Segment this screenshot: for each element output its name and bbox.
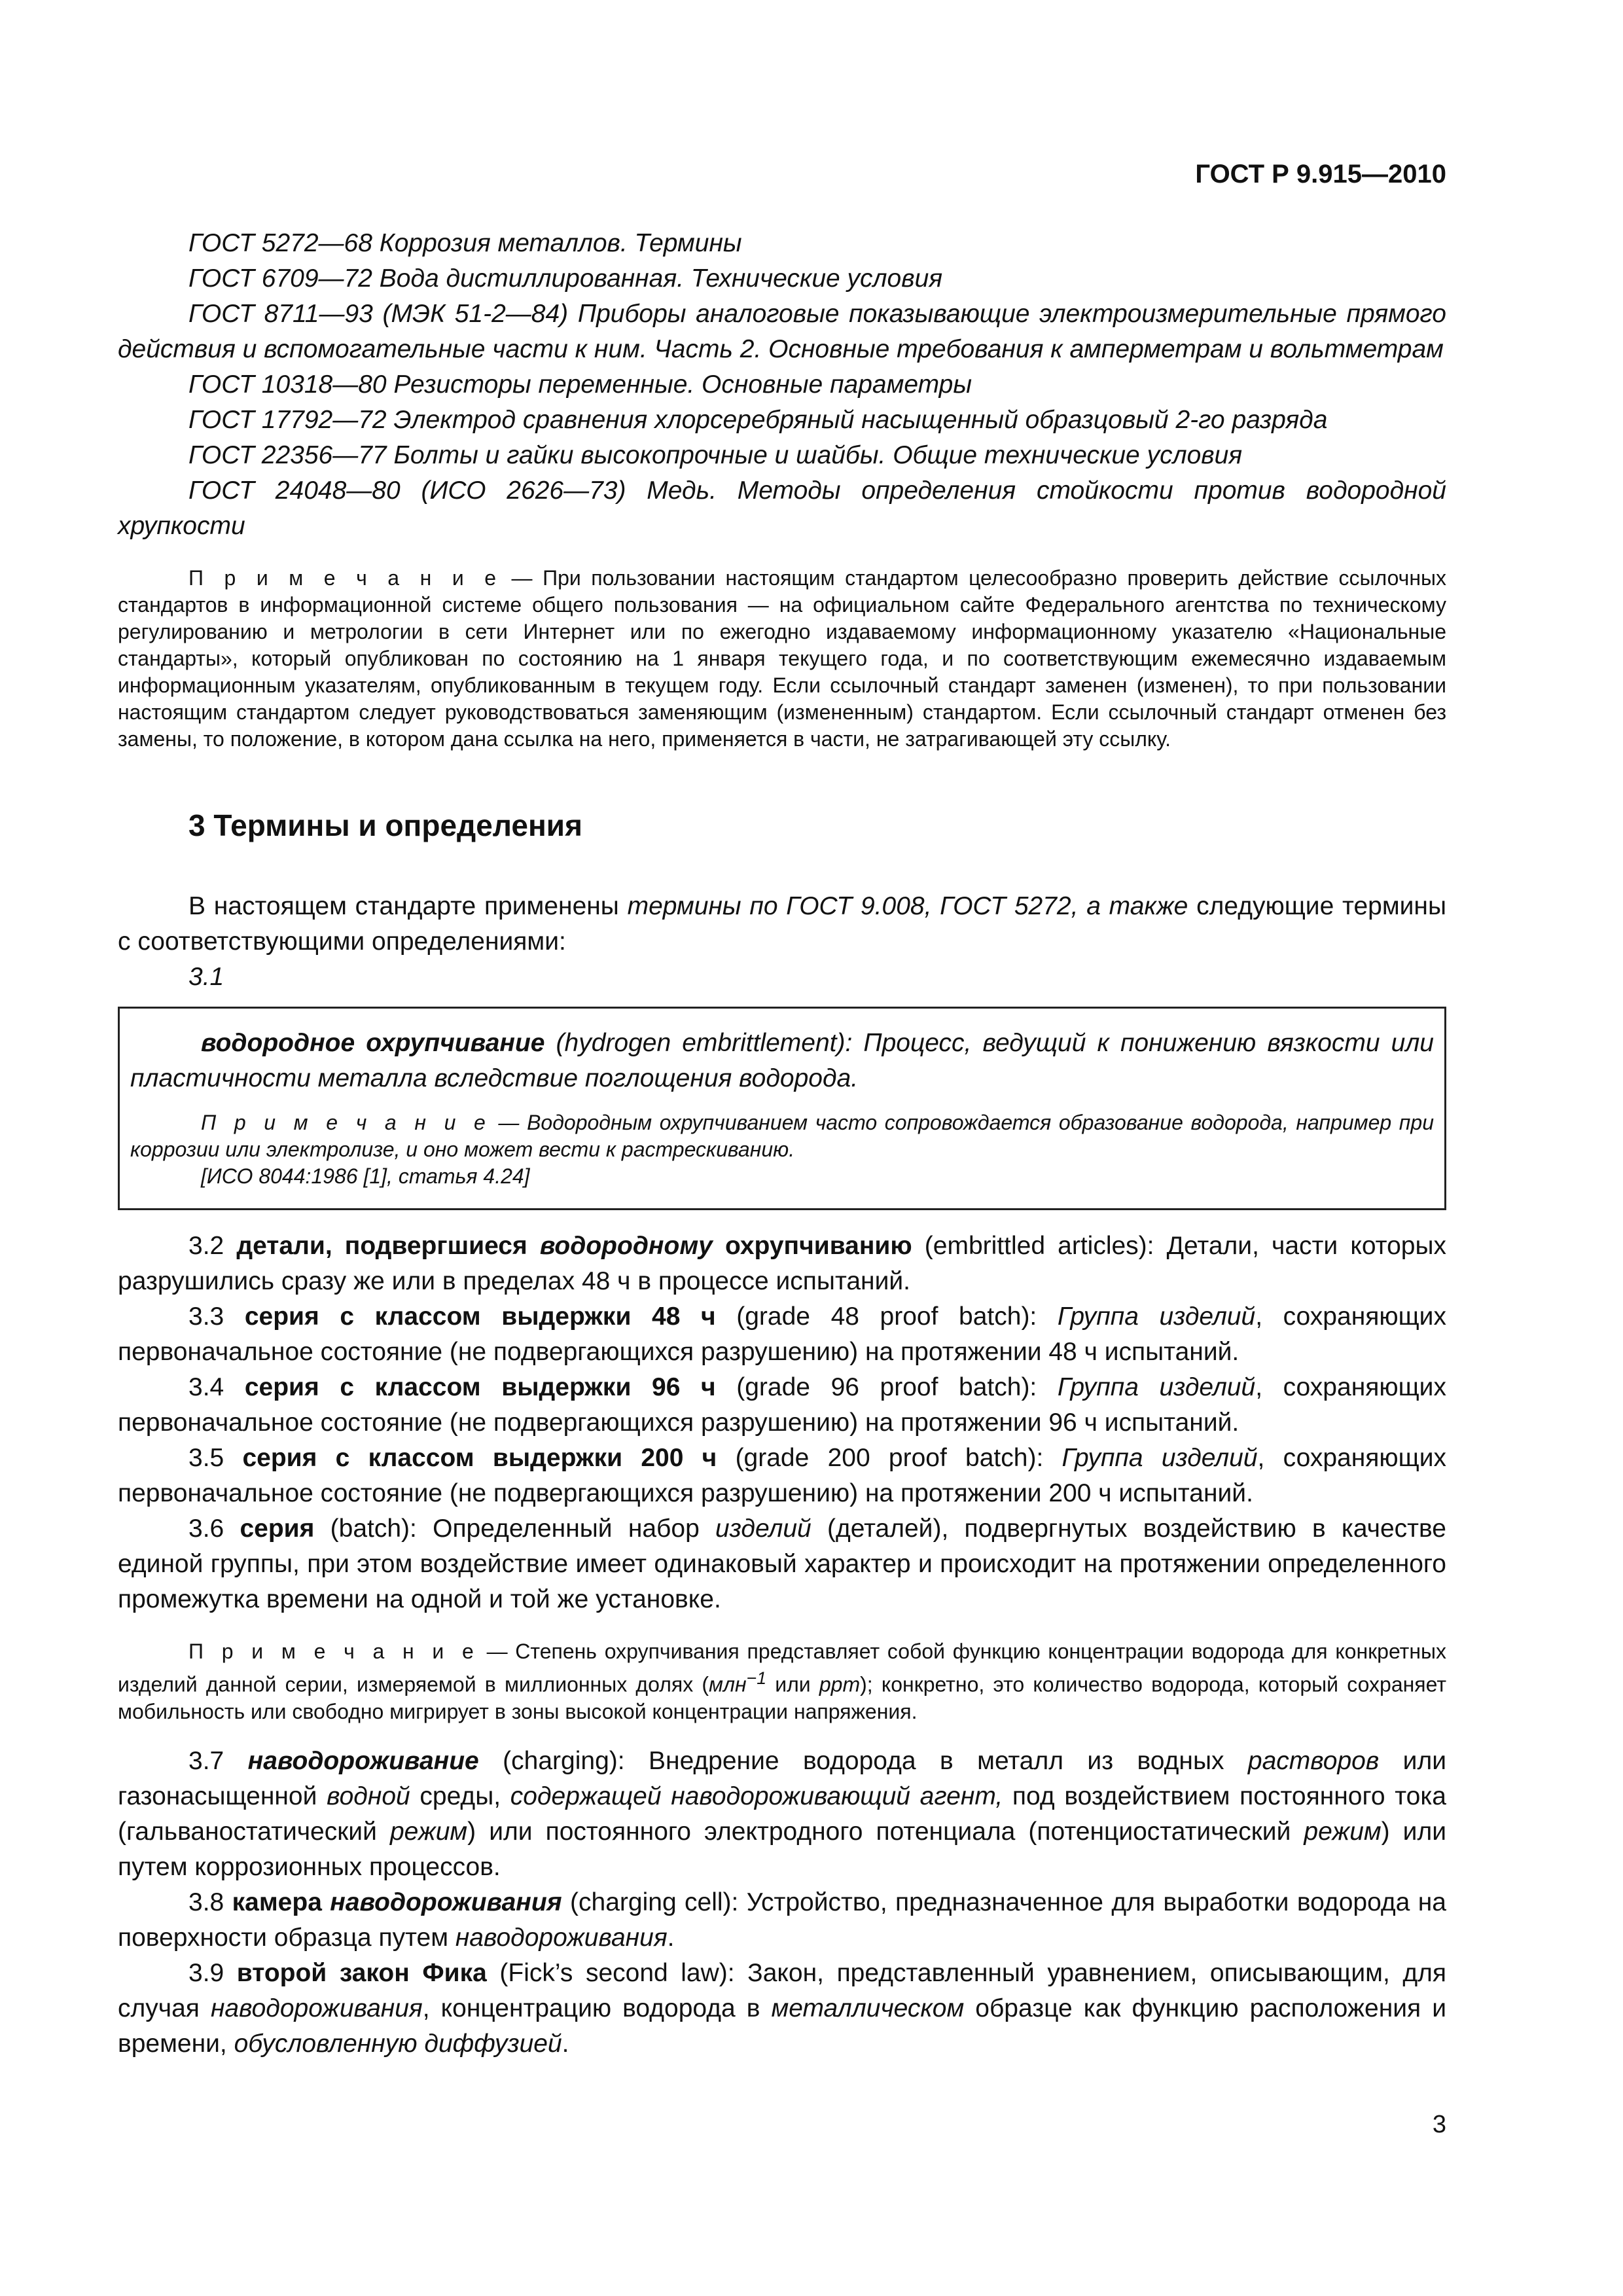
term-text-italic: Группа изделий <box>1057 1302 1256 1331</box>
note-references <box>118 565 1446 753</box>
term-text-italic: Группа изделий <box>1057 1373 1256 1401</box>
ref-gost-22356: ГОСТ 22356—77 Болты и гайки высокопрочные и шайбы. Общие технические условия <box>188 441 1243 469</box>
term-name: серия <box>240 1515 315 1543</box>
note-embrittlement <box>118 1638 1446 1725</box>
term-number: 3.8 <box>188 1888 232 1916</box>
term-number: 3.7 <box>188 1746 248 1775</box>
term-3-1-definition <box>130 1026 1434 1096</box>
term-name-italic: наводороживания <box>330 1888 562 1916</box>
term-text: (grade 200 proof batch): <box>717 1444 1062 1472</box>
page-content <box>118 226 1446 2062</box>
term-3-2 <box>118 1229 1446 1299</box>
page-number: 3 <box>1432 2111 1446 2138</box>
term-3-7 <box>118 1744 1446 1885</box>
ref-gost-17792: ГОСТ 17792—72 Электрод сравнения хлорсеребряный насыщенный образцовый 2-го разряда <box>188 406 1328 434</box>
term-text-end: , сохраняющих первоначальное состояние (не подвергающихся разрушению) на протяжении 96 ч испытаний. <box>118 1373 1446 1437</box>
ref-gost-8711: ГОСТ 8711—93 (МЭК 51-2—84) Приборы аналоговые показывающие электроизмерительные прямого действия и вспомогательные части к ним. Часть 2. Основные требования к амперметрам и вольтметрам <box>118 300 1446 363</box>
intro-text: В настоящем стандарте применены <box>188 892 628 920</box>
term-text-italic: изделий <box>715 1515 812 1543</box>
term-text-5: ) или постоянного электродного потенциала (потенциостатический <box>467 1817 1304 1846</box>
note-label: П р и м е ч а н и е <box>201 1111 491 1134</box>
term-number: 3.3 <box>188 1302 245 1331</box>
term-3-6 <box>118 1511 1446 1617</box>
ref-gost-24048: ГОСТ 24048—80 (ИСО 2626—73) Медь. Методы определения стойкости против водородной хрупкости <box>118 476 1446 540</box>
term-name: камера <box>232 1888 330 1916</box>
note-text: — Степень охрупчивания представляет собой функцию концентрации водорода для конкретных изделий данной серии, измеряемой в миллионных долях ( <box>118 1640 1447 1696</box>
term-text-4: под воздействием постоянного тока (гальваностатический <box>118 1782 1446 1846</box>
term-text-end: . <box>562 2029 569 2058</box>
term-italic-4: режим <box>389 1817 468 1846</box>
term-name: второй закон Фика <box>236 1958 487 1987</box>
term-name-italic: водородному <box>539 1232 713 1260</box>
term-text-6: ) или путем коррозионных процессов. <box>118 1817 1447 1881</box>
term-3-1-note <box>130 1109 1434 1163</box>
term-number: 3.5 <box>188 1444 243 1472</box>
term-text: (Fick’s second law): Закон, представленный уравнением, описывающим, для случая <box>118 1958 1447 2022</box>
term-3-3 <box>118 1299 1446 1370</box>
term-text-end: . <box>667 1923 675 1952</box>
ref-gost-5272: ГОСТ 5272—68 Коррозия металлов. Термины <box>188 229 742 257</box>
term-text-end: , сохраняющих первоначальное состояние (не подвергающихся разрушению) на протяжении 48 ч испытаний. <box>118 1302 1446 1366</box>
unit-mln: млн <box>709 1672 747 1696</box>
ref-gost-10318: ГОСТ 10318—80 Резисторы переменные. Основные параметры <box>188 370 972 399</box>
unit-ppm: ppm <box>819 1672 861 1696</box>
note-text: — При пользовании настоящим стандартом целесообразно проверить действие ссылочных стандартов в информационной системе общего пользования — на официальном сайте Федерального агентства по техническому регулированию и метрологии в сети Интернет или по ежегодно издаваемому информационному указателю «Национальные стандарты», который опубликован по состоянию на 1 января текущего года, и по соответствующим ежемесячно издаваемым информационным указателям, опубликованным в текущем году. Если ссылочный стандарт заменен (изменен), то при пользовании настоящим стандартом следует руководствоваться заменяющим (измененным) стандартом. Если ссылочный стандарт отменен без замены, то положение, в котором дана ссылка на него, применяется в части, не затрагивающей эту ссылку. <box>118 566 1447 751</box>
term-italic-1: наводороживания <box>210 1994 423 2022</box>
term-3-1-name: водородное охрупчивание <box>201 1029 545 1057</box>
term-number: 3.6 <box>188 1515 240 1543</box>
note-text: — Водородным охрупчиванием часто сопровождается образование водорода, например при коррозии или электролизе, и оно может вести к растрескиванию. <box>130 1111 1435 1161</box>
document-header: ГОСТ Р 9.915—2010 <box>1195 160 1446 188</box>
note-text-or: или <box>766 1672 819 1696</box>
term-3-1-text: (hydrogen embrittlement): Процесс, ведущий к понижению вязкости или пластичности металла вследствие поглощения водорода. <box>130 1029 1435 1092</box>
term-text: (batch): Определенный набор <box>314 1515 716 1543</box>
term-name: серия с классом выдержки 48 ч <box>244 1302 716 1331</box>
intro-text-end: следующие термины с соответствующими определениями: <box>118 892 1446 956</box>
term-text-3: образце как функцию расположения и времени, <box>118 1994 1446 2058</box>
term-3-1-source: [ИСО 8044:1986 [1], статья 4.24] <box>201 1164 530 1188</box>
term-italic-1: растворов <box>1247 1746 1380 1775</box>
intro-italic: термины по ГОСТ 9.008, ГОСТ 5272, а также <box>627 892 1188 920</box>
term-text-2: , концентрацию водорода в <box>422 1994 772 2022</box>
term-italic-2: водной <box>327 1782 410 1810</box>
term-name: детали, подвергшиеся <box>236 1232 540 1260</box>
term-text: (grade 96 proof batch): <box>715 1373 1058 1401</box>
note-label: П р и м е ч а н и е <box>188 1640 479 1663</box>
term-italic-3: содержащей наводороживающий агент, <box>510 1782 1003 1810</box>
term-text: (charging): Внедрение водорода в металл из водных <box>478 1746 1248 1775</box>
term-text-3: среды, <box>410 1782 510 1810</box>
term-text: (charging cell): Устройство, предназначенное для выработки водорода на поверхности образца путем <box>118 1888 1446 1952</box>
term-number: 3.2 <box>188 1232 237 1260</box>
term-text-2: или газонасыщенной <box>118 1746 1446 1810</box>
term-name: серия с классом выдержки 96 ч <box>244 1373 716 1401</box>
unit-superscript: −1 <box>746 1668 767 1688</box>
term-3-9 <box>118 1956 1446 2062</box>
term-name-end: охрупчиванию <box>712 1232 912 1260</box>
ref-gost-6709: ГОСТ 6709—72 Вода дистиллированная. Технические условия <box>188 264 943 293</box>
term-italic-3: обусловленную диффузией <box>234 2029 562 2058</box>
term-text-italic: Группа изделий <box>1061 1444 1258 1472</box>
term-number: 3.4 <box>188 1373 245 1401</box>
term-box-3-1 <box>118 1007 1446 1210</box>
term-number: 3.9 <box>188 1958 237 1987</box>
note-label: П р и м е ч а н и е <box>188 566 502 590</box>
term-italic-1: наводороживания <box>455 1923 668 1952</box>
term-name: серия с классом выдержки 200 ч <box>242 1444 717 1472</box>
section-intro <box>118 889 1446 960</box>
term-text-end: , сохраняющих первоначальное состояние (не подвергающихся разрушению) на протяжении 200 ч испытаний. <box>118 1444 1446 1507</box>
term-italic-2: металлическом <box>771 1994 965 2022</box>
term-3-4 <box>118 1370 1446 1441</box>
note-text-end: ); конкретно, это количество водорода, который сохраняет мобильность или свободно мигрирует в зоны высокой концентрации напряжения. <box>118 1672 1446 1723</box>
term-text: (grade 48 proof batch): <box>715 1302 1058 1331</box>
term-number-3-1: 3.1 <box>188 963 224 991</box>
term-text-end: (деталей), подвергнутых воздействию в качестве единой группы, при этом воздействие имеет одинаковый характер и происходит на протяжении определенного промежутка времени на одной и той же установке. <box>118 1515 1447 1613</box>
term-text: (embrittled articles): Детали, части которых разрушились сразу же или в пределах 48 ч в процессе испытаний. <box>118 1232 1446 1295</box>
term-italic-5: режим <box>1304 1817 1382 1846</box>
term-3-8 <box>118 1885 1446 1956</box>
term-name: наводороживание <box>247 1746 479 1775</box>
term-3-5 <box>118 1441 1446 1511</box>
section-title: 3 Термины и определения <box>188 808 582 842</box>
